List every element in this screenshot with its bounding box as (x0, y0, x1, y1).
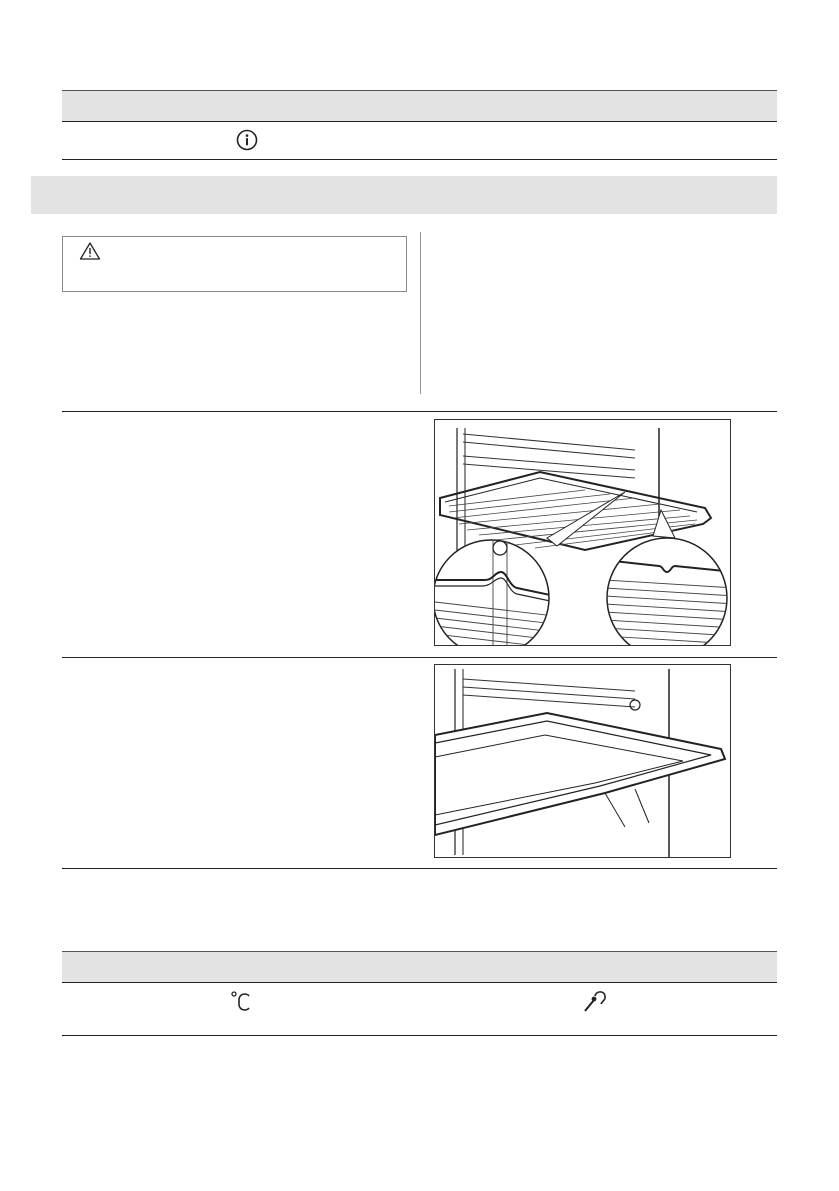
baking-tray-illustration (435, 665, 731, 858)
baking-tray-figure (434, 664, 731, 858)
top-table-header (62, 90, 777, 121)
top-table-header-bottom-rule (62, 121, 777, 122)
rule-above-figure-2 (62, 657, 777, 658)
rule-below-figure-2 (62, 868, 777, 869)
warning-box (62, 236, 407, 292)
warning-triangle-icon (79, 241, 101, 261)
wire-shelf-illustration (435, 420, 731, 646)
temperature-celsius-icon (230, 990, 254, 1014)
wire-shelf-figure (434, 419, 731, 646)
top-table-header-top-rule (62, 90, 777, 91)
bottom-table-bottom-rule (62, 1035, 777, 1036)
rule-above-figure-1 (62, 411, 777, 412)
bottom-table-header (62, 951, 777, 982)
food-sensor-probe-icon (582, 988, 608, 1014)
bottom-table-header-bottom-rule (62, 982, 777, 983)
info-icon (236, 129, 258, 151)
bottom-table-header-top-rule (62, 951, 777, 952)
column-divider (420, 232, 421, 394)
top-table-bottom-rule (62, 159, 777, 160)
section-heading-band (31, 176, 777, 214)
